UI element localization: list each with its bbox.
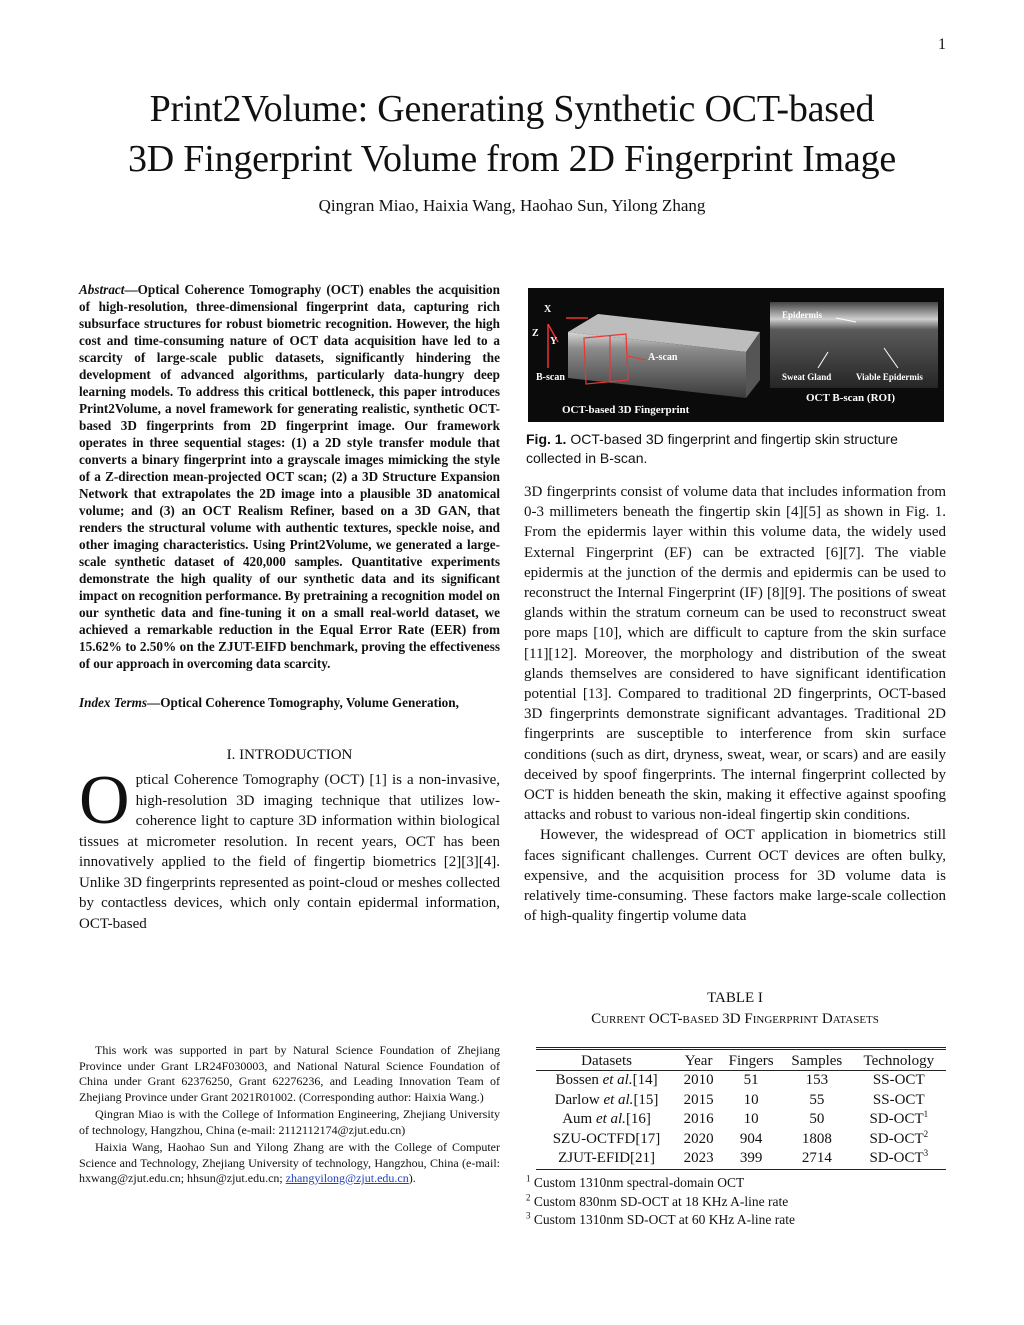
label-panel-left: OCT-based 3D Fingerprint [562, 404, 690, 416]
fingers-cell: 51 [743, 1072, 759, 1088]
samples-cell: 1808 [801, 1130, 832, 1147]
label-z: Z [532, 328, 539, 339]
page-number: 1 [938, 36, 946, 53]
technology-text: SD-OCT [869, 1111, 924, 1127]
dataset-name: SZU-OCTFD [552, 1130, 636, 1147]
introduction-text: ptical Coherence Tomography (OCT) [1] is a non-invasive, high-resolution 3D imaging technique that utilizes low-coherence light to capture 3D information within biological tissues at micrometer resolution. In recent years, OCT has been innovatively applied to the field of fingertip biometrics [2][3][4]. Unlike 3D fingerprints represented as point-cloud or meshes collected by contactless devices, which only contain epidermal information, OCT-based [79, 772, 500, 932]
table-row [536, 1071, 946, 1091]
table-header-cell: Technology [852, 1049, 946, 1071]
technology-cell [852, 1071, 946, 1091]
table-header-cell: Samples [782, 1049, 851, 1071]
table-header-cell: Year [677, 1049, 720, 1071]
index-terms-text: —Optical Coherence Tomography, Volume Generation, [147, 695, 459, 710]
dataset-ref: [14] [632, 1072, 658, 1088]
footnote-authors-text: Haixia Wang, Haohao Sun and Yilong Zhang are with the College of Computer Science and Technology, Zhejiang University of technology, Hangzhou, China (e-mail: hxwang@zjut.edu.cn; hhsun@zjut.edu.cn; [79, 1140, 500, 1185]
author-list: Qingran Miao, Haixia Wang, Haohao Sun, Yilong Zhang [318, 196, 706, 215]
title-line-2: 3D Fingerprint Volume from 2D Fingerprint Image [127, 138, 897, 180]
dataset-ref: [17] [635, 1130, 661, 1147]
footnotes [79, 1043, 500, 1189]
abstract [79, 281, 500, 672]
table-title: TABLE I [707, 990, 763, 1006]
year-cell: 2010 [683, 1072, 714, 1088]
technology-cell [852, 1130, 946, 1150]
footnote-funding: This work was supported in part by Natural Science Foundation of Zhejiang Province under Grant LR24F030003, and National Natural Science Foundation of China under Grant 62376250, Grant 62276236, and Leading Innovation Team of Zhejiang Province under Grant 2021R01002. (Corresponding author: Haixia Wang.) [79, 1043, 500, 1104]
samples-cell: 50 [809, 1111, 825, 1127]
label-epidermis: Epidermis [782, 310, 823, 320]
label-x: X [544, 304, 552, 315]
label-panel-right: OCT B-scan (ROI) [806, 392, 896, 404]
footnote-author-1: Qingran Miao is with the College of Information Engineering, Zhejiang University of technology, Hangzhou, China (e-mail: 2112112174@zjut.edu.cn) [79, 1107, 500, 1137]
technology-cell [852, 1149, 946, 1169]
technology-cell [852, 1091, 946, 1111]
table-row [536, 1130, 946, 1150]
index-terms-lead: Index Terms [79, 695, 148, 710]
fingers-cell: 10 [743, 1111, 759, 1127]
year-cell: 2015 [683, 1091, 714, 1108]
technology-text: SD-OCT [869, 1130, 924, 1147]
table-note [526, 1193, 946, 1212]
dataset-etal: et al. [603, 1091, 634, 1108]
dataset-ref: [16] [625, 1111, 651, 1127]
figure-caption [526, 430, 944, 468]
technology-note-ref: 1 [923, 1109, 929, 1119]
technology-text: SD-OCT [869, 1150, 924, 1166]
dataset-name-cell [536, 1130, 677, 1150]
table-header-cell: Datasets [536, 1049, 677, 1071]
samples-cell: 55 [809, 1091, 825, 1108]
footnote-authors-end: ). [408, 1171, 416, 1185]
fingers-cell: 399 [720, 1149, 782, 1169]
table-row [536, 1149, 946, 1169]
label-y: Y [550, 336, 558, 347]
table-note-text: Custom 1310nm spectral-domain OCT [530, 1175, 745, 1190]
table-caption: Current OCT-based 3D Fingerprint Datasets [591, 1011, 879, 1027]
dataset-etal: et al. [595, 1111, 626, 1127]
figure-caption-lead: Fig. 1. [526, 431, 567, 447]
body-paragraph-2: However, the widespread of OCT application in biometrics still faces significant challenges. Current OCT devices are often bulky, expensive, and the acquisition process for 3D volume data is relatively time-consuming. These factors make large-scale collection of high-quality fingertip volume data [524, 827, 946, 925]
table-note-marker: 2 [526, 1192, 531, 1202]
datasets-table [536, 1047, 946, 1170]
section-heading-introduction: I. INTRODUCTION [226, 747, 353, 763]
dataset-name: Darlow [554, 1091, 604, 1108]
label-bscan: B-scan [536, 372, 565, 383]
table-header-cell: Fingers [720, 1049, 782, 1071]
dataset-name: Aum [562, 1111, 596, 1127]
label-ascan: A-scan [648, 352, 678, 363]
dataset-name: Bossen [555, 1072, 603, 1088]
email-link[interactable]: zhangyilong@zjut.edu.cn [285, 1171, 409, 1185]
technology-note-ref: 3 [923, 1148, 929, 1158]
fingers-cell: 904 [739, 1130, 763, 1147]
body-paragraph-1: 3D fingerprints consist of volume data that includes information from 0-3 millimeters beneath the fingertip skin [4][5] as shown in Fig. 1. From the epidermis layer within this volume data, the widely used External Fingerprint (EF) can be extracted [6][7]. The viable epidermis at the junction of the dermis and epidermis can be used to reconstruct the Internal Fingerprint (IF) [8][9]. The positions of sweat glands within the stratum corneum can be used to reconstruct sweat pore maps [10], which are difficult to capture from the skin surface [11][12]. Moreover, the morphology and distribution of the sweat glands themselves are considered to have significant identification potential [13]. Compared to traditional 2D fingerprints, OCT-based 3D fingerprints demonstrate significant advantages. Traditional 2D fingerprints are susceptible to interference from skin surface conditions (such as dirt, dryness, sweat, wear, or scars) and are easily deceived by spoof fingerprints. The internal fingerprint collected by OCT is hidden beneath the skin, making it effective against spoofing attacks and robust to various non-ideal fingertip skin conditions. [524, 484, 946, 824]
dataset-ref: [21] [630, 1150, 656, 1166]
year-cell: 2023 [677, 1149, 720, 1169]
abstract-lead: Abstract [79, 282, 125, 297]
fingers-cell: 10 [743, 1091, 759, 1108]
table-note [526, 1174, 946, 1193]
dataset-name-cell [536, 1110, 677, 1130]
dataset-name-cell [536, 1091, 677, 1111]
dataset-etal: et al. [602, 1072, 633, 1088]
dataset-name-cell [536, 1071, 677, 1091]
footnote-authors-2 [79, 1140, 500, 1187]
table-note [526, 1211, 946, 1230]
samples-cell: 2714 [782, 1149, 851, 1169]
right-column-body [524, 482, 946, 926]
abstract-text: —Optical Coherence Tomography (OCT) enables the acquisition of high-resolution, three-dimensional fingerprint data, capturing rich subsurface structures for robust biometric recognition. However, the high cost and time-consuming nature of OCT data acquisition have led to a scarcity of large-scale public datasets, significantly hindering the development of advanced algorithms, particularly data-hungry deep learning models. To address this critical bottleneck, this paper introduces Print2Volume, a novel framework for generating realistic, synthetic OCT-based 3D fingerprints from 2D fingerprint image. Our framework operates in three sequential stages: (1) a 2D style transfer module that converts a binary fingerprint into a grayscale images mimicking the style of a Z-direction mean-projected OCT scan; (2) a 3D Structure Expansion Network that extrapolates the 2D image into a plausible 3D anatomical volume; and (3) an OCT Realism Refiner, based on a 3D GAN, that renders the structural volume with authentic textures, speckle noise, and other imaging characteristics. Using Print2Volume, we generated a large-scale synthetic dataset of 420,000 samples. Quantitative experiments demonstrate the high quality of our synthetic data and its significant impact on recognition performance. By pretraining a recognition model on our synthetic data and fine-tuning it on a small real-world dataset, we achieved a remarkable reduction in the Equal Error Rate (EER) from 15.62% to 2.50% on the ZJUT-EIFD benchmark, proving the effectiveness of our approach in overcoming data scarcity. [79, 282, 500, 671]
index-terms [79, 694, 500, 711]
figure-caption-text: OCT-based 3D fingerprint and fingertip skin structure collected in B-scan. [526, 431, 898, 466]
technology-text: SS-OCT [872, 1091, 925, 1108]
technology-cell [852, 1110, 946, 1130]
table-note-marker: 1 [526, 1173, 531, 1184]
samples-cell: 153 [805, 1072, 829, 1088]
technology-text: SS-OCT [872, 1072, 925, 1088]
dataset-name-cell [536, 1149, 677, 1169]
introduction-paragraph [79, 762, 500, 934]
table-note-marker: 3 [526, 1210, 531, 1221]
dataset-name: ZJUT-EFID [558, 1150, 631, 1166]
table-row [536, 1110, 946, 1130]
title-line-1: Print2Volume: Generating Synthetic OCT-based [149, 88, 875, 130]
left-column [79, 281, 500, 934]
table-notes [526, 1174, 946, 1230]
label-viable-epidermis: Viable Epidermis [856, 372, 923, 382]
figure-oct-fingerprint [528, 288, 944, 422]
paper-title [0, 84, 1024, 184]
dataset-ref: [15] [633, 1091, 659, 1108]
table-note-text: Custom 830nm SD-OCT at 18 KHz A-line rate [530, 1193, 789, 1209]
table-note-text: Custom 1310nm SD-OCT at 60 KHz A-line rate [530, 1212, 795, 1227]
table-row [536, 1091, 946, 1111]
label-sweat-gland: Sweat Gland [782, 372, 832, 382]
table-header-row [536, 1049, 946, 1071]
year-cell: 2020 [683, 1130, 714, 1147]
year-cell: 2016 [683, 1111, 714, 1127]
drop-cap: O [79, 762, 130, 839]
technology-note-ref: 2 [923, 1128, 929, 1139]
